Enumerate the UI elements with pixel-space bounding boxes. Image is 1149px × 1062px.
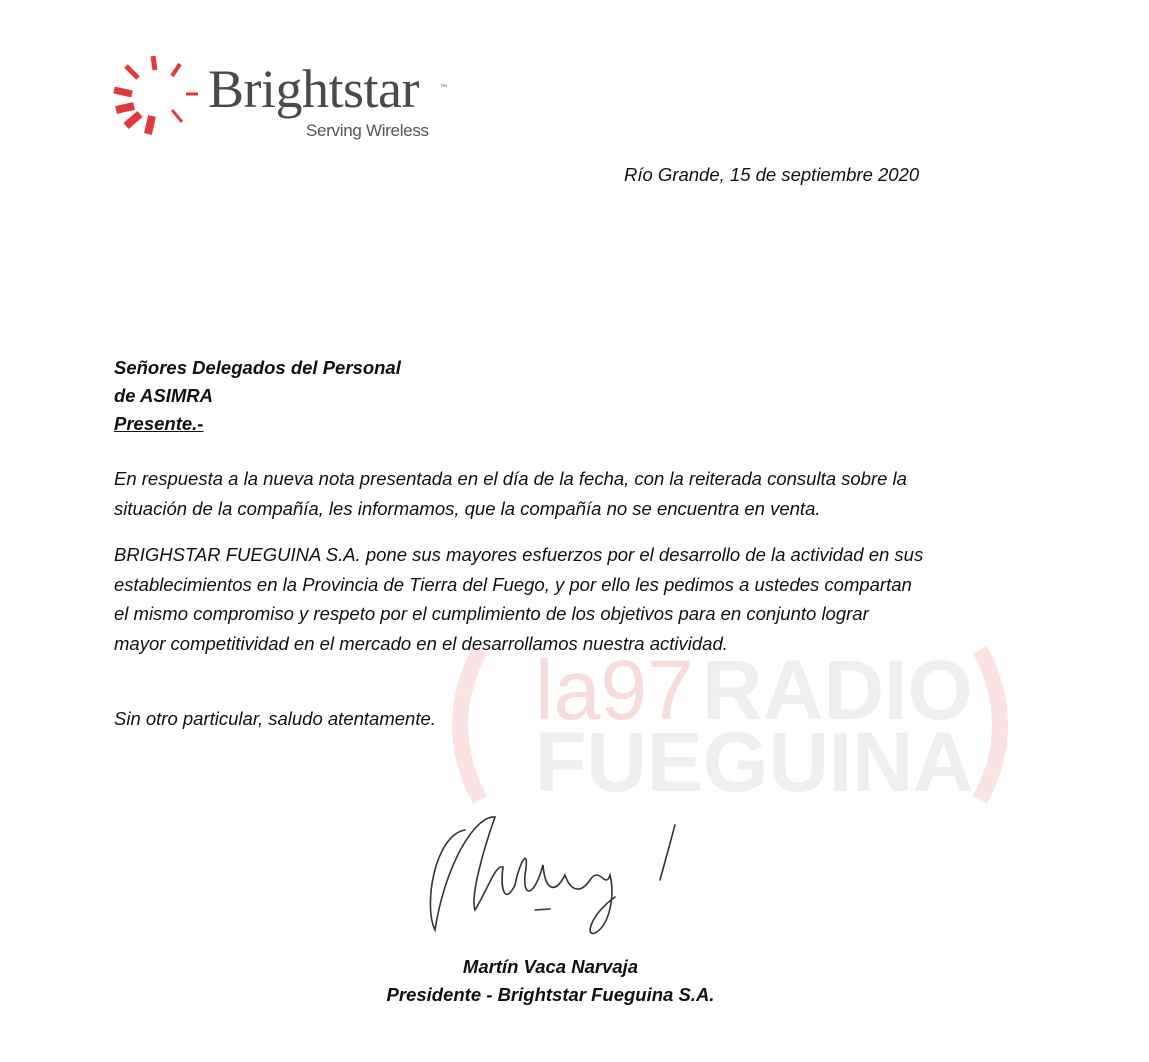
watermark-la97: la97: [535, 643, 694, 737]
paragraph-line: mayor competitividad en el mercado en el desarrollamos nuestra actividad.: [114, 632, 728, 654]
date-line: Río Grande, 15 de septiembre 2020: [624, 164, 920, 185]
addressee-line-2: de ASIMRA: [114, 385, 214, 406]
paragraph-line: BRIGHSTAR FUEGUINA S.A. pone sus mayores esfuerzos por el desarrollo de la actividad en sus: [114, 544, 924, 565]
radio-waves-icon: [440, 640, 1020, 810]
logo-trademark: ™: [440, 84, 447, 91]
paragraph-2: [114, 540, 923, 658]
watermark-radio: RADIO: [702, 643, 973, 737]
paragraph-line: En respuesta a la nueva nota presentada en el día de la fecha, con la reiterada consulta sobre la: [114, 468, 907, 489]
paragraph-line: el mismo compromiso y respeto por el cumplimiento de los objetivos para en conjunto lograr: [114, 603, 869, 624]
logo-tagline: Serving Wireless: [306, 121, 429, 140]
signer-name: Martín Vaca Narvaja: [462, 956, 639, 977]
paragraph-line: establecimientos en la Provincia de Tierra del Fuego, y por ello les pedimos a ustedes compartan: [114, 573, 912, 595]
paragraph-1: [114, 464, 907, 523]
addressee-line-1: Señores Delegados del Personal: [114, 357, 401, 378]
logo-wordmark: Brightstar: [208, 59, 419, 119]
watermark-fueguina: FUEGUINA: [535, 715, 974, 809]
watermark: [440, 640, 1020, 810]
addressee-presente: Presente.-: [114, 413, 204, 434]
signer-title: Presidente - Brightstar Fueguina S.A.: [386, 984, 715, 1005]
paragraph-line: situación de la compañía, les informamos, que la compañía no se encuentra en venta.: [114, 497, 821, 519]
closing: Sin otro particular, saludo atentamente.: [114, 708, 436, 729]
brightstar-logo-icon: [110, 52, 200, 137]
signature: [415, 805, 685, 940]
